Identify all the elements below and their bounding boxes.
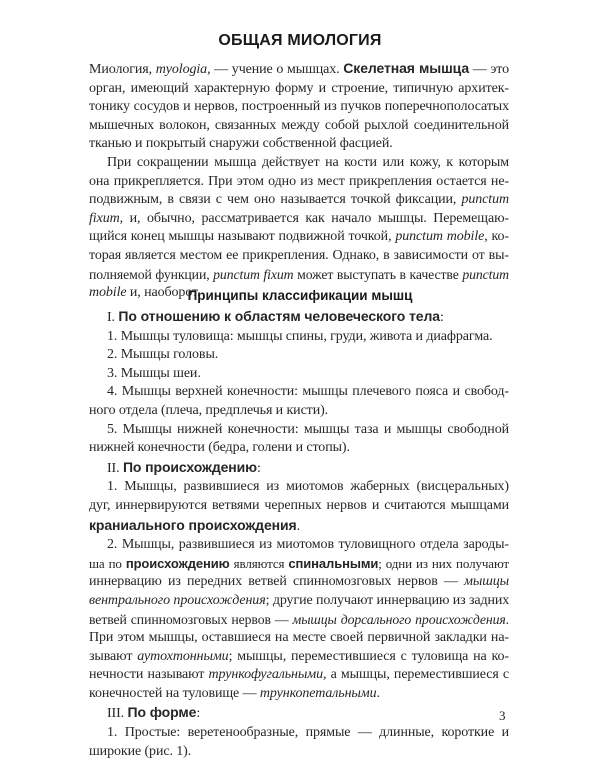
list-item-continued — [89, 592, 509, 611]
intro-p2-line: она прикрепляется. При этом одно из мест прикрепления остается не- — [89, 173, 509, 189]
text-run: конечностей на туловище — — [89, 685, 260, 701]
intro-p2-line — [89, 266, 509, 285]
latin-term: punctum fixum — [213, 266, 294, 282]
term-bold: краниального происхождения — [89, 516, 297, 533]
text-run: может выступать в качестве — [293, 266, 463, 282]
list-item-continued — [89, 648, 509, 667]
list-item: 2. Мышцы головы. — [107, 347, 219, 363]
page-title: ОБЩАЯ МИОЛОГИЯ — [218, 32, 382, 49]
list-item-continued: нижней конечности (бедра, голени и стопы). — [89, 440, 350, 456]
text-run: : — [257, 460, 261, 476]
term-italic: аутохтонными — [137, 648, 229, 664]
text-run: : — [439, 310, 444, 325]
list-item-continued: дуг, иннервируются ветвями черепных нервов и считаются мышцами — [89, 497, 509, 513]
list-item-continued — [89, 573, 509, 592]
list-item: 1. Простые: веретенообразные, прямые — длинные, короткие и — [107, 725, 509, 741]
text-run: ветвей спинномозговых нервов — — [89, 611, 293, 627]
intro-p1-line — [89, 59, 509, 80]
heading-label: По форме — [127, 704, 197, 721]
heading-number: II. — [107, 460, 123, 476]
term-bold: Скелетная мышца — [343, 60, 470, 76]
page-number: 3 — [499, 708, 506, 723]
intro-section — [89, 59, 509, 303]
text-run: зывают — [89, 648, 138, 664]
term-bold: происхождению — [125, 555, 230, 571]
text-run: являются — [229, 555, 289, 571]
text-run: . — [296, 518, 300, 534]
intro-p2-line — [89, 228, 509, 247]
term-italic: трункопетальными — [259, 685, 377, 701]
text-run: ; одни из них получают — [378, 555, 509, 571]
list-item: 3. Мышцы шеи. — [107, 365, 201, 381]
text-run: иннервацию из передних ветвей спинномозговых нервов — — [89, 574, 465, 590]
heading-number: I. — [107, 310, 119, 325]
text-run: — это — [469, 62, 510, 77]
intro-p2-line: торая является местом ее прикрепления. Однако, в зависимости от вы- — [89, 247, 509, 263]
text-run: щийся конец мышцы называют подвижной точкой, — [89, 229, 396, 245]
latin-term: fixum — [89, 210, 120, 226]
heading-number: III. — [107, 706, 128, 722]
list-item-continued: ного отдела (плеча, предплечья и кисти). — [89, 402, 329, 418]
text-run: подвижным, в связи с чем оно называется точкой фиксации, — [89, 192, 462, 208]
text-run: , и, обычно, рассматривается как начало мышцы. Перемещаю- — [119, 210, 509, 226]
text-run: ; другие получают иннервацию из задних — [265, 592, 510, 608]
term-italic: трункофугальными — [208, 667, 324, 683]
text-run: нечности называют — [89, 667, 209, 683]
list-item: 5. Мышцы нижней конечности: мышцы таза и мышцы свободной — [107, 421, 509, 437]
heading-label: По отношению к областям человеческого тела — [118, 308, 440, 324]
list-item-continued — [89, 685, 509, 704]
classification-heading — [89, 703, 509, 724]
classification-heading — [89, 458, 509, 479]
classification-heading — [89, 307, 509, 328]
list-item-continued — [89, 555, 509, 574]
text-run: , ко- — [484, 229, 509, 245]
list-item-continued — [89, 611, 509, 630]
text-run: , а мышцы, переместившиеся с — [323, 667, 509, 683]
intro-p1-line: тканью и покрытый снаружи собственной фасцией. — [89, 136, 393, 152]
latin-term: punctum mobile — [395, 229, 485, 245]
list-item-continued: При этом мышцы, оставшиеся на месте своей первичной закладки на- — [89, 630, 509, 646]
list-item-continued: широкие (рис. 1). — [89, 743, 192, 759]
text-run: ; мышцы, переместившиеся с туловища на ко- — [228, 648, 509, 664]
list-item-continued — [89, 516, 509, 537]
text-run: ша по — [89, 555, 126, 571]
text-run: : — [196, 706, 201, 722]
list-item-continued — [89, 666, 509, 685]
text-run: , — учение о мышцах. — [207, 62, 344, 77]
text-run: . — [376, 685, 380, 701]
list-item: 2. Мышцы, развившиеся из миотомов туловищного отдела зароды- — [107, 537, 509, 553]
term-bold: спинальными — [288, 555, 379, 571]
heading-label: По происхождению — [122, 458, 258, 475]
intro-p1-line: мышечных волокон, связанных между собой рыхлой соединительной — [89, 117, 509, 133]
text-run: полняемой функции, — [89, 266, 214, 282]
term-italic: мышцы дорсального происхождения — [292, 611, 506, 627]
text-run: Миология, — [89, 62, 156, 77]
term-italic: мышцы — [464, 574, 509, 590]
section-title: Принципы классификации мышц — [187, 288, 413, 303]
term-italic: вентрального происхождения — [89, 592, 266, 608]
list-item: 1. Мышцы, развившиеся из миотомов жаберных (висцеральных) — [107, 479, 509, 495]
intro-p1-line: орган, имеющий характерную форму и строение, типичную архитек- — [89, 80, 509, 96]
list-item: 1. Мышцы туловища: мышцы спины, груди, живота и диафрагма. — [107, 328, 493, 344]
latin-term: mobile — [89, 285, 127, 301]
text-run: и, наоборот. — [126, 285, 201, 301]
latin-term: punctum — [462, 266, 509, 282]
classification-section — [89, 307, 509, 761]
intro-p1-line: тонику сосудов и нервов, построенный из пучков поперечнополосатых — [89, 99, 509, 115]
intro-p2-line: При сокращении мышца действует на кости или кожу, к которым — [107, 154, 509, 170]
list-item: 4. Мышцы верхней конечности: мышцы плечевого пояса и свобод- — [107, 384, 509, 400]
intro-p2-line — [89, 191, 509, 210]
latin-term: punctum — [461, 192, 509, 208]
latin-term: myologia — [155, 62, 208, 77]
text-run: . — [505, 611, 510, 627]
intro-p2-line — [89, 210, 509, 229]
